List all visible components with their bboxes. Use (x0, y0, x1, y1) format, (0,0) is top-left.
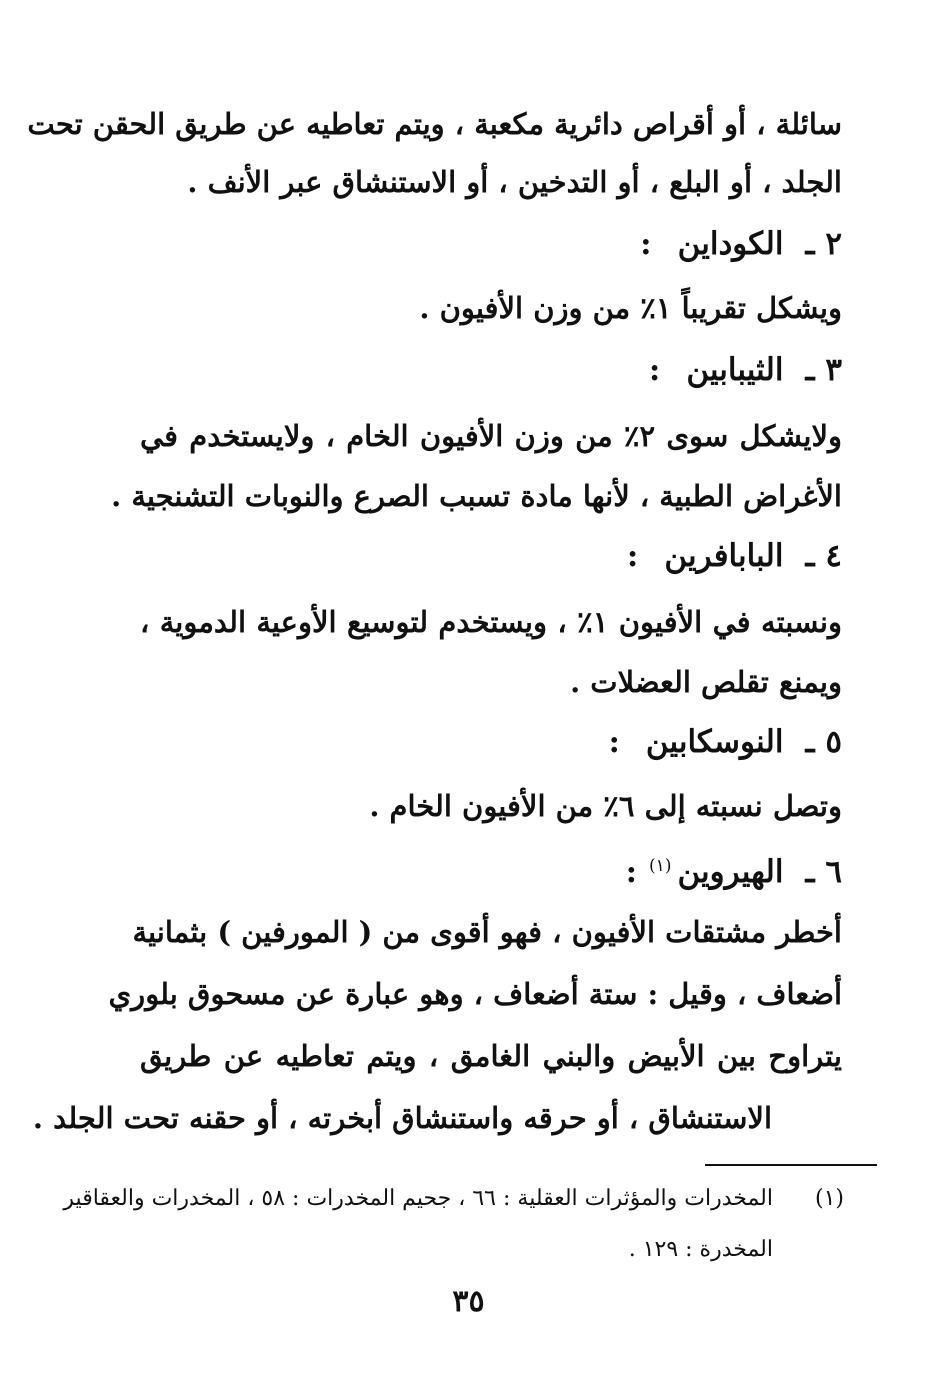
footnote-separator (705, 1164, 877, 1166)
section-text-heroin-4: الاستنشاق ، أو حرقه واستنشاق أبخرته ، أو حقنه تحت الجلد . (32, 1101, 772, 1135)
section-heading-noscapine (608, 722, 842, 762)
footnote-text-2: المخدرة : ١٢٩ . (628, 1237, 773, 1262)
footnote-text-1: المخدرات والمؤثرات العقلية : ٦٦ ، جحيم المخدرات : ٥٨ ، المخدرات والعقاقير (63, 1186, 773, 1211)
section-heading-thebaine (649, 350, 842, 390)
intro-line-2: الجلد ، أو البلع ، أو التدخين ، أو الاستنشاق عبر الأنف . (187, 165, 842, 199)
section-colon: : (625, 854, 638, 891)
section-text-papaverine-1: ونسبته في الأفيون ١٪ ، ويستخدم لتوسيع الأوعية الدموية ، (140, 605, 842, 639)
section-text-heroin-3: يتراوح بين الأبيض والبني الغامق ، ويتم تعاطيه عن طريق (140, 1039, 842, 1073)
section-title: الهيروين (677, 854, 784, 891)
section-text-heroin-1: أخطر مشتقات الأفيون ، فهو أقوى من ( المورفين ) بثمانية (132, 915, 842, 949)
section-text-noscapine-1: وتصل نسبته إلى ٦٪ من الأفيون الخام . (369, 789, 842, 823)
section-number: ٤ ـ (805, 538, 842, 574)
footnote-marker: (١) (814, 1186, 844, 1211)
section-heading-codeine (640, 224, 842, 264)
section-number: ٥ ـ (805, 724, 842, 760)
page-number: ٣٥ (452, 1284, 485, 1319)
section-text-codeine-1: ويشكل تقريباً ١٪ من وزن الأفيون . (419, 291, 842, 325)
section-text-heroin-2: أضعاف ، وقيل : ستة أضعاف ، وهو عبارة عن مسحوق بلوري (108, 977, 842, 1011)
section-number: ٣ ـ (805, 352, 842, 388)
section-text-papaverine-2: ويمنع تقلص العضلات . (570, 665, 842, 699)
section-colon: : (640, 226, 652, 262)
intro-line-1: سائلة ، أو أقراص دائرية مكعبة ، ويتم تعاطيه عن طريق الحقن تحت (27, 107, 842, 141)
section-colon: : (626, 538, 639, 574)
section-number: ٦ ـ (805, 854, 842, 891)
section-title: البابافرين (664, 538, 784, 574)
section-heading-papaverine (627, 536, 842, 576)
section-text-thebaine-2: الأغراض الطبية ، لأنها مادة تسبب الصرع والنوبات التشنجية . (111, 479, 842, 513)
section-number: ٢ ـ (805, 226, 842, 262)
section-title: الكوداين (677, 226, 784, 262)
section-title: النوسكابين (645, 724, 784, 760)
section-text-thebaine-1: ولايشكل سوى ٢٪ من وزن الأفيون الخام ، ولايستخدم في (140, 419, 842, 453)
section-title: الثيبابين (686, 352, 784, 388)
section-heading-heroin (626, 846, 842, 892)
section-colon: : (648, 352, 661, 388)
section-colon: : (608, 724, 620, 760)
footnote-reference: (١) (649, 856, 672, 876)
